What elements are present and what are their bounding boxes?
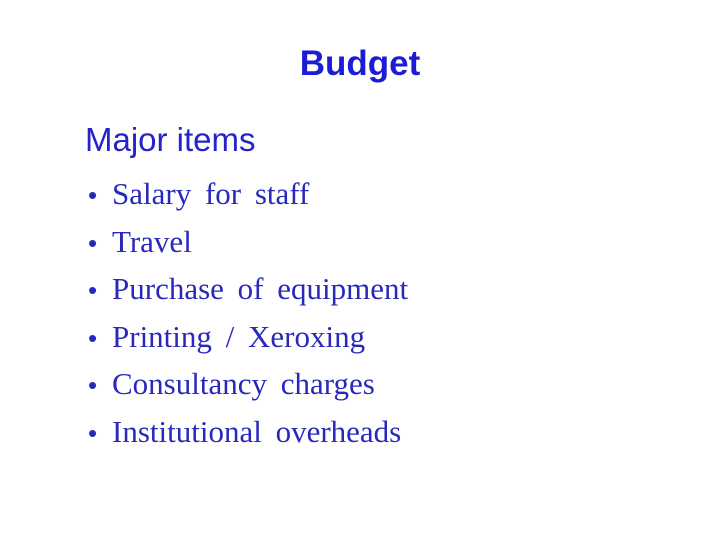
bullet-item-label: Institutional overheads [112,413,402,449]
bullet-item-label: Salary for staff [112,176,310,211]
slide-title: Budget [299,44,421,83]
bullet-item [88,265,408,313]
bullet-icon: • [88,322,98,353]
slide-subheading: Major items [85,121,256,158]
bullet-item [88,218,408,266]
bullet-list [88,170,408,455]
bullet-icon: • [88,180,98,210]
bullet-item-label: Purchase of equipment [112,271,409,306]
bullet-item [88,408,408,456]
bullet-item-label: Consultancy charges [112,366,375,401]
bullet-icon: • [88,275,98,305]
bullet-item [88,360,408,408]
bullet-item-label: Travel [112,223,192,259]
bullet-icon: • [88,370,98,400]
bullet-item [88,170,408,218]
bullet-icon: • [88,417,98,448]
bullet-icon: • [88,227,98,258]
bullet-item [88,313,408,361]
bullet-item-label: Printing / Xeroxing [112,318,366,354]
